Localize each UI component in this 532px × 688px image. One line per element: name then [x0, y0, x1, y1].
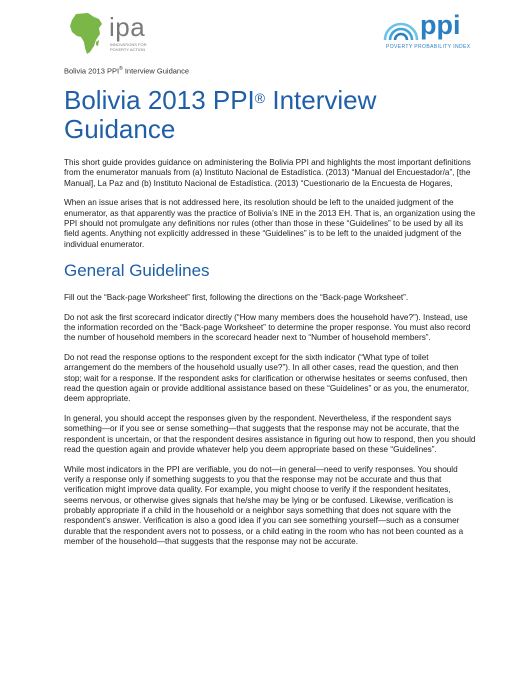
guideline-paragraph: Do not ask the first scorecard indicator directly (“How many members does the household have?”). Instead, use the information recorded on the “Back-page Worksheet” to determine the proper response. You must also record the number of household members in the scorecard header next to “Number of household members”. — [64, 312, 471, 343]
section-heading: General Guidelines — [64, 260, 210, 280]
guideline-paragraph: Fill out the “Back-page Worksheet” first, following the directions on the “Back-page Worksheet”. — [64, 292, 409, 302]
guideline-paragraph: While most indicators in the PPI are verifiable, you do not—in general—need to verify responses. You should verify a response only if something suggests to you that the response may not be accurate and thus that verification might improve data quality. For example, you might choose to verify if the respondent hesitates, seems nervous, or otherwise gives signals that he/she may be lying or be confused. Likewise, verification is probably appropriate if a child in the household or a neighbor says something that does not square with the respondent’s answer. Verification is also a good idea if you can see something yourself—such as a consumer durable that the respondent avers not to possess, or a child eating in the room who has not been counted as a member of the household—that suggests that the response may not be accurate. — [64, 464, 464, 546]
document-body — [64, 158, 476, 557]
intro-paragraph: When an issue arises that is not addressed here, its resolution should be left to the unaided judgment of the enumerator, as that apparently was the practice of Bolivia’s INE in the 2013 EH. That is, an organization using the PPI should not promulgate any definitions nor rules (other than those in these “Guidelines” to be used by all its field agents. Anything not explicitly addressed in these “Guidelines” is to be left to the unaided judgment of the individual enumerator. — [64, 198, 476, 249]
document-title: Bolivia 2013 PPI® Interview Guidance — [64, 85, 377, 144]
guideline-paragraph: In general, you should accept the responses given by the respondent. Nevertheless, if the respondent says something—or if you see or sense something—that suggests that the response may not be accurate, that the respondent is uncertain, or that the respondent desires assistance in figuring out how to respond, then you should read the question again and provide whatever help you deem appropriate based on these “Guidelines”. — [64, 414, 476, 454]
ppi-logo — [380, 10, 500, 54]
ipa-tagline: INNOVATIONS FOR POVERTY ACTION — [110, 42, 147, 52]
intro-paragraph: This short guide provides guidance on administering the Bolivia PPI and highlights the most important definitions from the enumerator manuals from (a) Instituto Nacional de Estadística. (2013) “Manual del Encuestador/a”, [the Manual], La Paz and (b) Instituto Nacional de Estadística. (2013) “Cuestionario de la Encuesta de Hogares, — [64, 158, 471, 188]
guideline-paragraph: Do not read the response options to the respondent except for the sixth indicator (“What type of toilet arrangement do the members of the household usually use?”). In all other cases, read the question, and then stop; wait for a response. If the respondent asks for clarification or otherwise hesitates or seems confused, then read the question again or provide additional assistance based on these “Guidelines” or as you, the enumerator, deem appropriate. — [64, 353, 470, 404]
ppi-logo-text: ppi — [420, 10, 461, 40]
running-head: Bolivia 2013 PPI® Interview Guidance — [64, 66, 190, 76]
ipa-logo-text: ipa — [109, 12, 146, 42]
ppi-tagline: POVERTY PROBABILITY INDEX — [386, 44, 471, 50]
ipa-logo — [66, 12, 176, 58]
africa-map-icon — [66, 12, 106, 56]
ppi-arcs-icon — [382, 14, 420, 42]
